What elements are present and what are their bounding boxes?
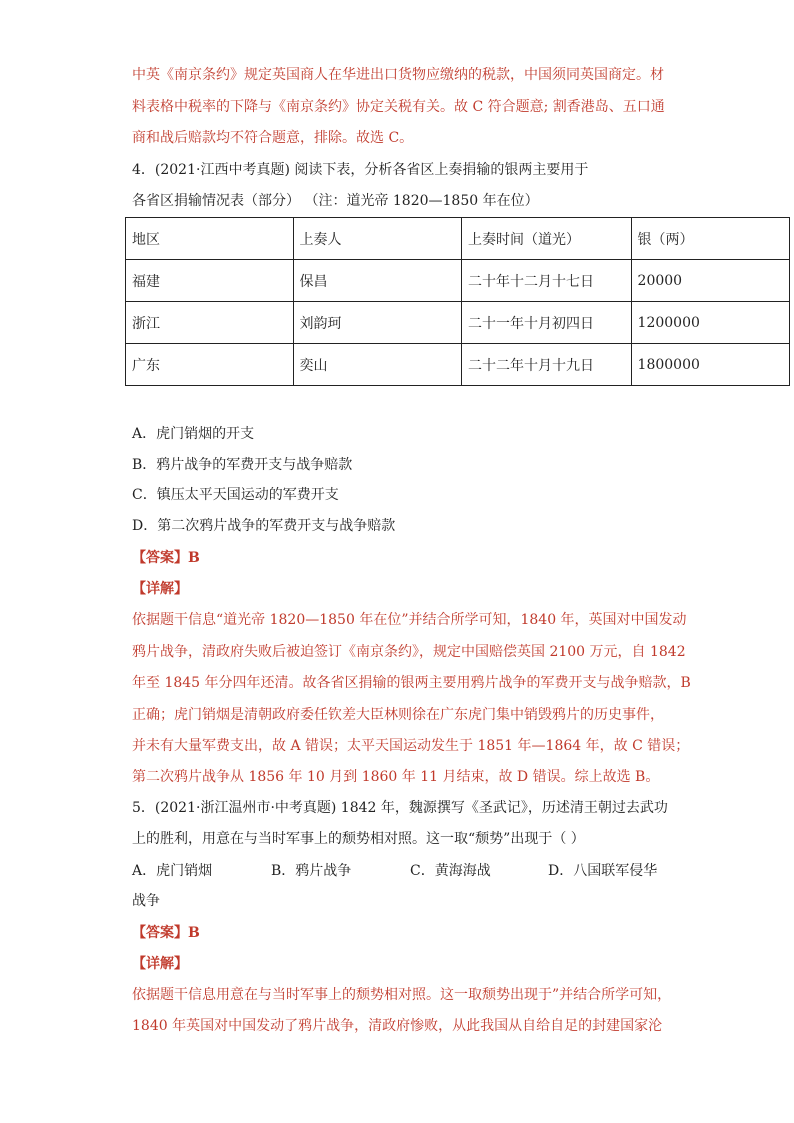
q4-stem: 4．(2021·江西中考真题) 阅读下表，分析各省区上奏捐输的银两主要用于 xyxy=(132,162,589,178)
q4-explanation-line: 第二次鸦片战争从 1856 年 10 月到 1860 年 11 月结束，故 D 错误。综上故选 B。 xyxy=(132,769,660,785)
q4-option-c: C．镇压太平天国运动的军费开支 xyxy=(132,487,339,503)
table-cell: 二十年十二月十七日 xyxy=(462,260,632,302)
table-cell: 20000 xyxy=(631,260,789,302)
q4-answer: 【答案】B xyxy=(132,550,200,566)
q4-explanation-line: 年至 1845 年分四年还清。故各省区捐输的银两主要用鸦片战争的军费开支与战争赔款，B xyxy=(132,675,691,691)
province-donation-table xyxy=(125,217,790,386)
table-cell: 奕山 xyxy=(293,344,462,386)
q5-explanation-line: 1840 年英国对中国发动了鸦片战争，清政府惨败，从此我国从自给自足的封建国家沦 xyxy=(132,1018,663,1034)
table-cell: 1200000 xyxy=(631,302,789,344)
q4-explanation-line: 并未有大量军费支出，故 A 错误；太平天国运动发生于 1851 年—1864 年，故 C 错误； xyxy=(132,738,690,754)
table-row xyxy=(126,344,790,386)
intro-line-1: 中英《南京条约》规定英国商人在华进出口货物应缴纳的税款，中国须同英国商定。材 xyxy=(132,67,664,83)
table-cell: 二十二年十月十九日 xyxy=(462,344,632,386)
q5-answer: 【答案】B xyxy=(132,925,200,941)
q5-detail-label: 【详解】 xyxy=(132,956,188,972)
q5-option-b: B．鸦片战争 xyxy=(271,863,352,879)
table-header-cell: 地区 xyxy=(126,218,294,260)
q4-detail-label: 【详解】 xyxy=(132,581,188,597)
table-cell: 广东 xyxy=(126,344,294,386)
intro-line-2: 料表格中税率的下降与《南京条约》协定关税有关。故 C 符合题意; 割香港岛、五口通 xyxy=(132,99,665,115)
q5-explanation-line: 依据题干信息用意在与当时军事上的颓势相对照。这一取颓势出现于”并结合所学可知， xyxy=(132,987,672,1003)
q4-option-b: B．鸦片战争的军费开支与战争赔款 xyxy=(132,457,353,473)
q4-explanation-line: 正确；虎门销烟是清朝政府委任钦差大臣林则徐在广东虎门集中销毁鸦片的历史事件， xyxy=(132,707,664,723)
intro-line-3: 商和战后赔款均不符合题意，排除。故选 C。 xyxy=(132,130,414,146)
q5-stem-line-1: 5．(2021·浙江温州市·中考真题) 1842 年，魏源撰写《圣武记》，历述清王朝过去武功 xyxy=(132,800,668,816)
table-cell: 浙江 xyxy=(126,302,294,344)
q4-explanation-line: 鸦片战争，清政府失败后被迫签订《南京条约》，规定中国赔偿英国 2100 万元，自 1842 xyxy=(132,644,686,660)
table-header-cell: 上奏人 xyxy=(293,218,462,260)
q4-option-a: A．虎门销烟的开支 xyxy=(132,426,255,442)
table-cell: 二十一年十月初四日 xyxy=(462,302,632,344)
table-header-cell: 上奏时间（道光） xyxy=(462,218,632,260)
table-cell: 刘韵珂 xyxy=(293,302,462,344)
q5-option-d: D．八国联军侵华 xyxy=(548,863,658,879)
table-cell: 福建 xyxy=(126,260,294,302)
q4-option-d: D．第二次鸦片战争的军费开支与战争赔款 xyxy=(132,518,396,534)
table-header-cell: 银（两） xyxy=(631,218,789,260)
q5-option-a: A．虎门销烟 xyxy=(132,863,213,879)
table-header-row xyxy=(126,218,790,260)
table-row xyxy=(126,260,790,302)
table-cell: 1800000 xyxy=(631,344,789,386)
table-cell: 保昌 xyxy=(293,260,462,302)
q5-option-c: C．黄海海战 xyxy=(410,863,491,879)
q5-stem-line-2: 上的胜利，用意在与当时军事上的颓势相对照。这一取“颓势”出现于（ ） xyxy=(132,831,585,847)
table-row xyxy=(126,302,790,344)
q4-explanation-line: 依据题干信息“道光帝 1820—1850 年在位”并结合所学可知，1840 年，英国对中国发动 xyxy=(132,612,687,628)
q5-option-d-continued: 战争 xyxy=(132,893,160,909)
q4-table-caption: 各省区捐输情况表（部分） （注：道光帝 1820—1850 年在位） xyxy=(132,193,539,209)
